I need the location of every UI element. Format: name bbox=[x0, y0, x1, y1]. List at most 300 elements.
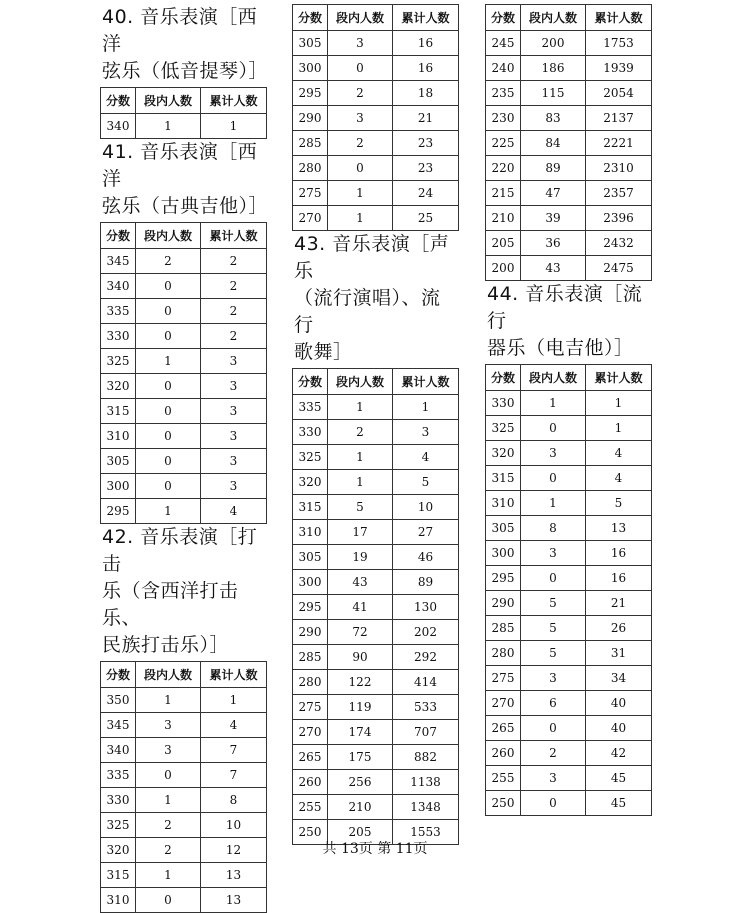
segment-count-cell: 210 bbox=[328, 795, 393, 820]
table-row bbox=[101, 813, 267, 838]
cumulative-count-cell: 3 bbox=[201, 374, 267, 399]
score-cell: 305 bbox=[293, 31, 328, 56]
cumulative-count-cell: 130 bbox=[393, 595, 459, 620]
score-table bbox=[292, 4, 459, 231]
segment-count-cell: 256 bbox=[328, 770, 393, 795]
score-cell: 240 bbox=[486, 56, 521, 81]
cumulative-count-cell: 16 bbox=[393, 56, 459, 81]
table-row bbox=[293, 620, 459, 645]
table-row bbox=[293, 645, 459, 670]
segment-count-cell: 175 bbox=[328, 745, 393, 770]
score-cell: 335 bbox=[293, 395, 328, 420]
segment-count-cell: 3 bbox=[521, 441, 586, 466]
cumulative-count-cell: 3 bbox=[201, 399, 267, 424]
column-header: 累计人数 bbox=[586, 365, 652, 391]
score-cell: 285 bbox=[293, 645, 328, 670]
score-cell: 320 bbox=[101, 838, 136, 863]
segment-count-cell: 0 bbox=[136, 763, 201, 788]
score-cell: 275 bbox=[293, 695, 328, 720]
score-cell: 285 bbox=[293, 131, 328, 156]
table-row bbox=[293, 106, 459, 131]
column-header: 累计人数 bbox=[586, 5, 652, 31]
cumulative-count-cell: 34 bbox=[586, 666, 652, 691]
cumulative-count-cell: 1 bbox=[201, 688, 267, 713]
table-row bbox=[293, 520, 459, 545]
cumulative-count-cell: 7 bbox=[201, 763, 267, 788]
table-row bbox=[486, 106, 652, 131]
table-row bbox=[101, 499, 267, 524]
column-header: 分数 bbox=[293, 369, 328, 395]
cumulative-count-cell: 2221 bbox=[586, 131, 652, 156]
score-cell: 230 bbox=[486, 106, 521, 131]
segment-count-cell: 3 bbox=[136, 738, 201, 763]
segment-count-cell: 2 bbox=[136, 813, 201, 838]
table-row bbox=[101, 888, 267, 913]
segment-count-cell: 115 bbox=[521, 81, 586, 106]
table-row bbox=[486, 56, 652, 81]
cumulative-count-cell: 40 bbox=[586, 691, 652, 716]
table-row bbox=[293, 670, 459, 695]
cumulative-count-cell: 13 bbox=[586, 516, 652, 541]
score-cell: 290 bbox=[293, 106, 328, 131]
score-cell: 330 bbox=[293, 420, 328, 445]
score-cell: 335 bbox=[101, 763, 136, 788]
table-row bbox=[293, 745, 459, 770]
segment-count-cell: 36 bbox=[521, 231, 586, 256]
cumulative-count-cell: 4 bbox=[586, 441, 652, 466]
segment-count-cell: 84 bbox=[521, 131, 586, 156]
table-row bbox=[293, 470, 459, 495]
segment-count-cell: 43 bbox=[328, 570, 393, 595]
table-row bbox=[101, 299, 267, 324]
table-row bbox=[101, 274, 267, 299]
table-row bbox=[486, 156, 652, 181]
score-cell: 280 bbox=[293, 156, 328, 181]
table-row bbox=[101, 763, 267, 788]
segment-count-cell: 1 bbox=[136, 349, 201, 374]
score-table bbox=[100, 661, 267, 913]
segment-count-cell: 89 bbox=[521, 156, 586, 181]
table-row bbox=[293, 31, 459, 56]
segment-count-cell: 1 bbox=[328, 395, 393, 420]
column-header: 累计人数 bbox=[393, 369, 459, 395]
segment-count-cell: 119 bbox=[328, 695, 393, 720]
score-cell: 295 bbox=[293, 595, 328, 620]
segment-count-cell: 122 bbox=[328, 670, 393, 695]
segment-count-cell: 83 bbox=[521, 106, 586, 131]
score-cell: 235 bbox=[486, 81, 521, 106]
score-cell: 275 bbox=[293, 181, 328, 206]
cumulative-count-cell: 2137 bbox=[586, 106, 652, 131]
table-row bbox=[101, 788, 267, 813]
segment-count-cell: 5 bbox=[328, 495, 393, 520]
table-row bbox=[293, 570, 459, 595]
cumulative-count-cell: 1753 bbox=[586, 31, 652, 56]
segment-count-cell: 0 bbox=[521, 791, 586, 816]
table-header-row bbox=[486, 5, 652, 31]
table-row bbox=[486, 741, 652, 766]
cumulative-count-cell: 3 bbox=[393, 420, 459, 445]
score-cell: 305 bbox=[101, 449, 136, 474]
score-cell: 315 bbox=[101, 863, 136, 888]
cumulative-count-cell: 4 bbox=[393, 445, 459, 470]
score-cell: 260 bbox=[486, 741, 521, 766]
score-cell: 295 bbox=[486, 566, 521, 591]
table-row bbox=[293, 445, 459, 470]
score-cell: 220 bbox=[486, 156, 521, 181]
table-row bbox=[101, 349, 267, 374]
score-cell: 250 bbox=[293, 820, 328, 845]
score-cell: 255 bbox=[293, 795, 328, 820]
table-row bbox=[486, 81, 652, 106]
segment-count-cell: 72 bbox=[328, 620, 393, 645]
segment-count-cell: 0 bbox=[136, 324, 201, 349]
segment-count-cell: 3 bbox=[136, 713, 201, 738]
score-cell: 290 bbox=[293, 620, 328, 645]
score-cell: 275 bbox=[486, 666, 521, 691]
column-header: 段内人数 bbox=[328, 5, 393, 31]
table-header-row bbox=[101, 223, 267, 249]
table-row bbox=[486, 791, 652, 816]
score-cell: 325 bbox=[101, 813, 136, 838]
table-row bbox=[486, 181, 652, 206]
score-cell: 310 bbox=[293, 520, 328, 545]
segment-count-cell: 5 bbox=[521, 641, 586, 666]
table-row bbox=[101, 424, 267, 449]
table-header-row bbox=[293, 5, 459, 31]
cumulative-count-cell: 42 bbox=[586, 741, 652, 766]
cumulative-count-cell: 4 bbox=[201, 499, 267, 524]
segment-count-cell: 1 bbox=[328, 206, 393, 231]
segment-count-cell: 47 bbox=[521, 181, 586, 206]
table-header-row bbox=[101, 88, 267, 114]
score-cell: 320 bbox=[101, 374, 136, 399]
score-cell: 215 bbox=[486, 181, 521, 206]
column-header: 分数 bbox=[486, 365, 521, 391]
score-cell: 315 bbox=[293, 495, 328, 520]
table-row bbox=[486, 466, 652, 491]
column-header: 分数 bbox=[101, 223, 136, 249]
segment-count-cell: 2 bbox=[136, 838, 201, 863]
cumulative-count-cell: 1 bbox=[393, 395, 459, 420]
table-row bbox=[101, 713, 267, 738]
cumulative-count-cell: 89 bbox=[393, 570, 459, 595]
cumulative-count-cell: 1939 bbox=[586, 56, 652, 81]
score-cell: 300 bbox=[293, 56, 328, 81]
table-row bbox=[293, 545, 459, 570]
column-1 bbox=[100, 4, 267, 913]
cumulative-count-cell: 4 bbox=[586, 466, 652, 491]
score-cell: 205 bbox=[486, 231, 521, 256]
cumulative-count-cell: 2396 bbox=[586, 206, 652, 231]
score-cell: 290 bbox=[486, 591, 521, 616]
cumulative-count-cell: 21 bbox=[393, 106, 459, 131]
score-cell: 265 bbox=[486, 716, 521, 741]
score-cell: 210 bbox=[486, 206, 521, 231]
segment-count-cell: 3 bbox=[328, 31, 393, 56]
cumulative-count-cell: 3 bbox=[201, 349, 267, 374]
column-header: 段内人数 bbox=[136, 88, 201, 114]
score-cell: 270 bbox=[486, 691, 521, 716]
segment-count-cell: 0 bbox=[521, 466, 586, 491]
segment-count-cell: 5 bbox=[521, 616, 586, 641]
cumulative-count-cell: 45 bbox=[586, 766, 652, 791]
score-cell: 280 bbox=[486, 641, 521, 666]
segment-count-cell: 3 bbox=[521, 541, 586, 566]
cumulative-count-cell: 533 bbox=[393, 695, 459, 720]
score-cell: 340 bbox=[101, 114, 136, 139]
cumulative-count-cell: 26 bbox=[586, 616, 652, 641]
score-cell: 320 bbox=[293, 470, 328, 495]
segment-count-cell: 3 bbox=[328, 106, 393, 131]
score-cell: 270 bbox=[293, 206, 328, 231]
table-row bbox=[486, 566, 652, 591]
segment-count-cell: 19 bbox=[328, 545, 393, 570]
column-3 bbox=[485, 4, 652, 816]
score-cell: 315 bbox=[101, 399, 136, 424]
segment-count-cell: 0 bbox=[136, 399, 201, 424]
column-header: 分数 bbox=[293, 5, 328, 31]
segment-count-cell: 1 bbox=[521, 391, 586, 416]
section-title: 42. 音乐表演［打击 乐（含西洋打击乐、 民族打击乐）］ bbox=[102, 526, 258, 656]
segment-count-cell: 1 bbox=[136, 499, 201, 524]
score-cell: 250 bbox=[486, 791, 521, 816]
segment-count-cell: 200 bbox=[521, 31, 586, 56]
segment-count-cell: 8 bbox=[521, 516, 586, 541]
segment-count-cell: 1 bbox=[136, 863, 201, 888]
section-title: 43. 音乐表演［声乐 （流行演唱）、流行 歌舞］ bbox=[294, 233, 450, 363]
table-row bbox=[293, 695, 459, 720]
cumulative-count-cell: 13 bbox=[201, 888, 267, 913]
cumulative-count-cell: 882 bbox=[393, 745, 459, 770]
cumulative-count-cell: 16 bbox=[393, 31, 459, 56]
score-cell: 295 bbox=[293, 81, 328, 106]
segment-count-cell: 1 bbox=[521, 491, 586, 516]
score-cell: 330 bbox=[101, 788, 136, 813]
cumulative-count-cell: 21 bbox=[586, 591, 652, 616]
table-row bbox=[486, 491, 652, 516]
cumulative-count-cell: 23 bbox=[393, 156, 459, 181]
cumulative-count-cell: 2 bbox=[201, 324, 267, 349]
table-row bbox=[293, 795, 459, 820]
cumulative-count-cell: 2 bbox=[201, 299, 267, 324]
score-cell: 325 bbox=[293, 445, 328, 470]
score-table bbox=[485, 4, 652, 281]
score-table bbox=[292, 368, 459, 845]
segment-count-cell: 3 bbox=[521, 666, 586, 691]
table-row bbox=[486, 441, 652, 466]
score-cell: 295 bbox=[101, 499, 136, 524]
score-cell: 320 bbox=[486, 441, 521, 466]
score-cell: 330 bbox=[101, 324, 136, 349]
table-row bbox=[486, 231, 652, 256]
segment-count-cell: 3 bbox=[521, 766, 586, 791]
table-row bbox=[293, 495, 459, 520]
table-row bbox=[101, 374, 267, 399]
segment-count-cell: 2 bbox=[136, 249, 201, 274]
cumulative-count-cell: 2475 bbox=[586, 256, 652, 281]
cumulative-count-cell: 2432 bbox=[586, 231, 652, 256]
score-cell: 285 bbox=[486, 616, 521, 641]
table-row bbox=[101, 249, 267, 274]
table-row bbox=[486, 591, 652, 616]
cumulative-count-cell: 12 bbox=[201, 838, 267, 863]
cumulative-count-cell: 1 bbox=[586, 391, 652, 416]
cumulative-count-cell: 202 bbox=[393, 620, 459, 645]
table-row bbox=[293, 206, 459, 231]
column-header: 累计人数 bbox=[393, 5, 459, 31]
table-row bbox=[101, 738, 267, 763]
segment-count-cell: 1 bbox=[328, 470, 393, 495]
table-row bbox=[293, 395, 459, 420]
segment-count-cell: 43 bbox=[521, 256, 586, 281]
score-cell: 310 bbox=[101, 888, 136, 913]
segment-count-cell: 1 bbox=[328, 445, 393, 470]
cumulative-count-cell: 4 bbox=[201, 713, 267, 738]
table-row bbox=[293, 131, 459, 156]
table-row bbox=[293, 81, 459, 106]
score-cell: 330 bbox=[486, 391, 521, 416]
table-row bbox=[293, 595, 459, 620]
cumulative-count-cell: 414 bbox=[393, 670, 459, 695]
table-row bbox=[486, 541, 652, 566]
segment-count-cell: 2 bbox=[521, 741, 586, 766]
cumulative-count-cell: 2310 bbox=[586, 156, 652, 181]
segment-count-cell: 90 bbox=[328, 645, 393, 670]
cumulative-count-cell: 2054 bbox=[586, 81, 652, 106]
score-cell: 305 bbox=[293, 545, 328, 570]
table-row bbox=[101, 114, 267, 139]
score-table bbox=[485, 364, 652, 816]
cumulative-count-cell: 1 bbox=[201, 114, 267, 139]
segment-count-cell: 0 bbox=[136, 374, 201, 399]
table-row bbox=[101, 399, 267, 424]
score-cell: 340 bbox=[101, 274, 136, 299]
table-row bbox=[293, 770, 459, 795]
cumulative-count-cell: 2357 bbox=[586, 181, 652, 206]
score-cell: 345 bbox=[101, 249, 136, 274]
table-row bbox=[101, 688, 267, 713]
segment-count-cell: 0 bbox=[136, 474, 201, 499]
section-title: 41. 音乐表演［西洋 弦乐（古典吉他）］ bbox=[102, 141, 269, 217]
cumulative-count-cell: 24 bbox=[393, 181, 459, 206]
segment-count-cell: 0 bbox=[136, 424, 201, 449]
table-row bbox=[486, 766, 652, 791]
score-cell: 305 bbox=[486, 516, 521, 541]
score-table bbox=[100, 87, 267, 139]
column-header: 分数 bbox=[101, 88, 136, 114]
segment-count-cell: 2 bbox=[328, 131, 393, 156]
score-cell: 315 bbox=[486, 466, 521, 491]
segment-count-cell: 186 bbox=[521, 56, 586, 81]
table-row bbox=[486, 31, 652, 56]
column-header: 分数 bbox=[486, 5, 521, 31]
score-cell: 345 bbox=[101, 713, 136, 738]
cumulative-count-cell: 23 bbox=[393, 131, 459, 156]
score-cell: 350 bbox=[101, 688, 136, 713]
score-cell: 310 bbox=[101, 424, 136, 449]
cumulative-count-cell: 3 bbox=[201, 474, 267, 499]
table-row bbox=[293, 420, 459, 445]
cumulative-count-cell: 10 bbox=[201, 813, 267, 838]
score-cell: 270 bbox=[293, 720, 328, 745]
segment-count-cell: 2 bbox=[328, 420, 393, 445]
segment-count-cell: 17 bbox=[328, 520, 393, 545]
cumulative-count-cell: 27 bbox=[393, 520, 459, 545]
cumulative-count-cell: 2 bbox=[201, 274, 267, 299]
segment-count-cell: 39 bbox=[521, 206, 586, 231]
score-cell: 310 bbox=[486, 491, 521, 516]
score-cell: 300 bbox=[101, 474, 136, 499]
table-row bbox=[486, 206, 652, 231]
score-cell: 260 bbox=[293, 770, 328, 795]
table-row bbox=[486, 666, 652, 691]
section-title: 44. 音乐表演［流行 器乐（电吉他）］ bbox=[487, 283, 643, 359]
cumulative-count-cell: 31 bbox=[586, 641, 652, 666]
score-cell: 245 bbox=[486, 31, 521, 56]
score-cell: 300 bbox=[486, 541, 521, 566]
table-row bbox=[486, 391, 652, 416]
column-header: 段内人数 bbox=[521, 365, 586, 391]
score-cell: 225 bbox=[486, 131, 521, 156]
table-row bbox=[101, 324, 267, 349]
cumulative-count-cell: 1138 bbox=[393, 770, 459, 795]
segment-count-cell: 0 bbox=[136, 274, 201, 299]
column-header: 分数 bbox=[101, 662, 136, 688]
segment-count-cell: 0 bbox=[136, 299, 201, 324]
score-cell: 280 bbox=[293, 670, 328, 695]
cumulative-count-cell: 1348 bbox=[393, 795, 459, 820]
cumulative-count-cell: 8 bbox=[201, 788, 267, 813]
segment-count-cell: 205 bbox=[328, 820, 393, 845]
cumulative-count-cell: 5 bbox=[393, 470, 459, 495]
segment-count-cell: 0 bbox=[521, 716, 586, 741]
cumulative-count-cell: 25 bbox=[393, 206, 459, 231]
score-cell: 325 bbox=[101, 349, 136, 374]
score-table bbox=[100, 222, 267, 524]
column-header: 段内人数 bbox=[521, 5, 586, 31]
table-row bbox=[293, 56, 459, 81]
table-row bbox=[101, 449, 267, 474]
cumulative-count-cell: 3 bbox=[201, 449, 267, 474]
table-row bbox=[486, 641, 652, 666]
segment-count-cell: 1 bbox=[136, 114, 201, 139]
table-row bbox=[486, 416, 652, 441]
cumulative-count-cell: 1553 bbox=[393, 820, 459, 845]
table-row bbox=[101, 863, 267, 888]
cumulative-count-cell: 3 bbox=[201, 424, 267, 449]
cumulative-count-cell: 46 bbox=[393, 545, 459, 570]
table-row bbox=[486, 516, 652, 541]
cumulative-count-cell: 1 bbox=[586, 416, 652, 441]
segment-count-cell: 1 bbox=[136, 688, 201, 713]
segment-count-cell: 6 bbox=[521, 691, 586, 716]
table-row bbox=[486, 691, 652, 716]
table-row bbox=[486, 256, 652, 281]
cumulative-count-cell: 13 bbox=[201, 863, 267, 888]
table-row bbox=[486, 616, 652, 641]
column-2 bbox=[292, 4, 459, 845]
column-header: 段内人数 bbox=[328, 369, 393, 395]
score-cell: 265 bbox=[293, 745, 328, 770]
table-row bbox=[101, 474, 267, 499]
cumulative-count-cell: 10 bbox=[393, 495, 459, 520]
table-row bbox=[486, 131, 652, 156]
score-cell: 300 bbox=[293, 570, 328, 595]
column-header: 累计人数 bbox=[201, 223, 267, 249]
table-row bbox=[293, 720, 459, 745]
page-footer: 共 13页 第 11页 bbox=[322, 841, 428, 857]
